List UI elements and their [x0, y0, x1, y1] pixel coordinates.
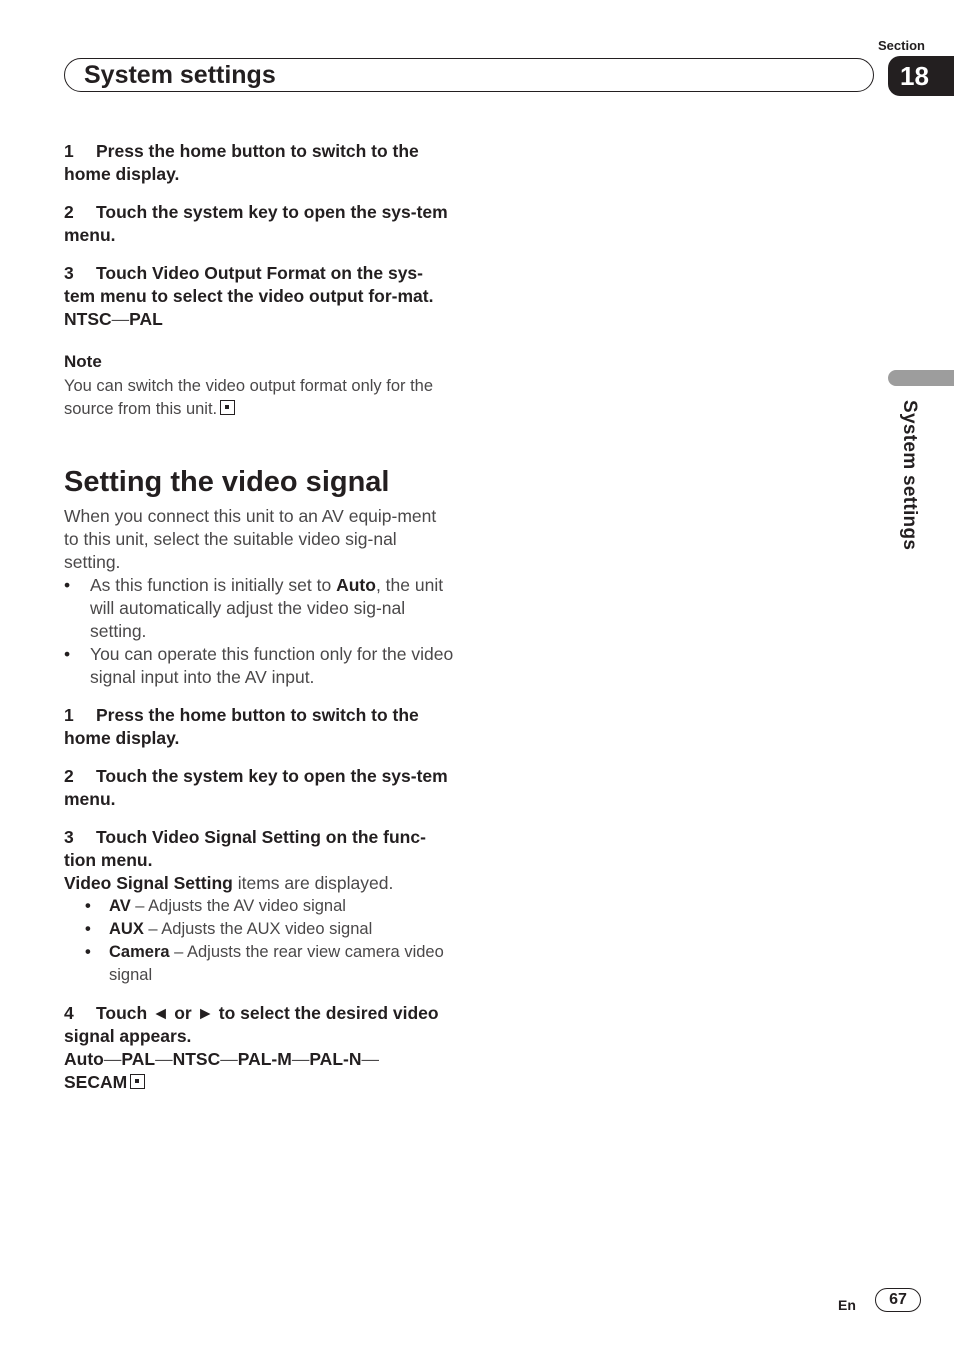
main-column [64, 140, 454, 1094]
step-4: 4 Touch ◄ or ► to select the desired video signal appears. [64, 1003, 439, 1046]
step-3: 3 Touch Video Output Format on the sys-tem menu to select the video output for-mat. [64, 263, 434, 306]
output-format-options: NTSC—PAL [64, 309, 163, 329]
step-2: 2 Touch the system key to open the sys-tem menu. [64, 202, 448, 245]
language-label: En [838, 1297, 856, 1313]
signal-item-list [64, 895, 454, 987]
bullet-item: • You can operate this function only for the video signal input into the AV input. [64, 643, 454, 689]
intro-text: When you connect this unit to an AV equip-ment to this unit, select the suitable video sig-nal setting. [64, 506, 437, 572]
step-1: 1 Press the home button to switch to the home display. [64, 705, 419, 748]
end-mark-icon [130, 1074, 145, 1089]
bullet-item: • As this function is initially set to Auto, the unit will automatically adjust the video sig-nal setting. [64, 574, 454, 643]
signal-item: • Camera – Adjusts the rear view camera video signal [64, 941, 454, 987]
side-tab-label: System settings [899, 400, 920, 551]
bullet-list [64, 574, 454, 689]
side-tab-marker [888, 370, 954, 386]
end-mark-icon [220, 400, 235, 415]
step-1: 1 Press the home button to switch to the home display. [64, 141, 419, 184]
signal-options: Auto—PAL—NTSC—PAL-M—PAL-N— SECAM [64, 1049, 379, 1092]
section-heading: Setting the video signal [64, 466, 390, 498]
items-intro: Video Signal Setting items are displayed. [64, 873, 394, 893]
signal-item: • AV – Adjusts the AV video signal [64, 895, 454, 918]
signal-item: • AUX – Adjusts the AUX video signal [64, 918, 454, 941]
section-number-badge: 18 [888, 56, 954, 96]
step-3: 3 Touch Video Signal Setting on the func-tion menu. [64, 827, 426, 870]
page-title: System settings [84, 61, 276, 89]
note-title: Note [64, 352, 102, 371]
note-text: You can switch the video output format only for the source from this unit. [64, 377, 434, 418]
page-number: 67 [875, 1288, 921, 1312]
step-2: 2 Touch the system key to open the sys-tem menu. [64, 766, 448, 809]
section-label: Section [878, 38, 925, 53]
